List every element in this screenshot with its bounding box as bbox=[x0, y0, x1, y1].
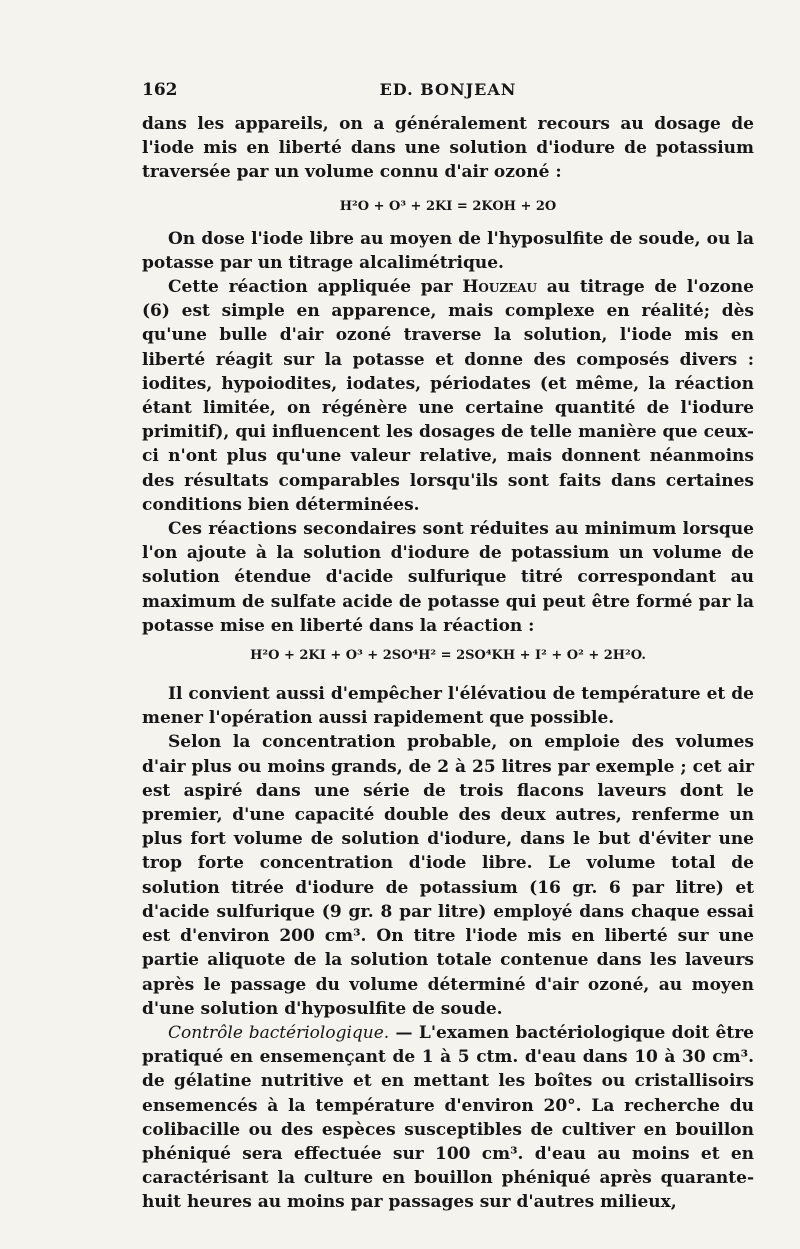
page-header bbox=[142, 80, 754, 106]
paragraph-5: Il convient aussi d'empêcher l'élévatiou de température et de mener l'opération aussi rapidement que possible. bbox=[142, 684, 754, 729]
paragraph-3-rest: au titrage de l'ozone (6) est simple en apparence, mais complexe en réalité; dès qu'une bulle d'air ozoné traverse la solution, l'iode mis en liberté réagit sur la potasse et donne des composés divers : iodites, hypoiodites, iodates, périodates (et même, la réaction étant limitée, on régénère une certaine quantité de l'iodure primitif), qui influencent les dosages de telle manière que ceux-ci n'ont plus qu'une valeur relative, mais donnent néanmoins des résultats comparables lorsqu'ils sont faits dans certaines conditions bien déterminées. bbox=[142, 277, 754, 515]
paragraph-4: Ces réactions secondaires sont réduites au minimum lorsque l'on ajoute à la solution d'iodure de potassium un volume de solution étendue d'acide sulfurique titré correspondant au maximum de sulfate acide de potasse qui peut être formé par la potasse mise en liberté dans la réaction : bbox=[142, 519, 754, 636]
formula-ozone-iodide: H²O + O³ + 2KI = 2KOH + 2O bbox=[339, 198, 557, 214]
author-houzeau: Houzeau bbox=[462, 277, 538, 298]
paragraph-6: Selon la concentration probable, on emploie des volumes d'air plus ou moins grands, de 2 à 25 litres par exemple ; cet air est aspiré dans une série de trois flacons laveurs dont le premier, d'une capacité double des deux autres, renferme un plus fort volume de solution d'iodure, dans le but d'éviter une trop forte concentration d'iode libre. Le volume total de solution titrée d'iodure de potassium (16 gr. 6 par litre) et d'acide sulfurique (9 gr. 8 par litre) employé dans chaque essai est d'environ 200 cm³. On titre l'iode mis en liberté sur une partie aliquote de la solution totale contenue dans les laveurs après le passage du volume déterminé d'air ozoné, au moyen d'une solution d'hyposulfite de soude. bbox=[142, 732, 754, 1019]
section-title-bacteriological: Contrôle bactériologique. bbox=[168, 1022, 390, 1043]
body-text bbox=[142, 112, 754, 1215]
paragraph-3-start: Cette réaction appliquée par bbox=[168, 277, 463, 298]
formula-sulfuric: H²O + 2KI + O³ + 2SO⁴H² = 2SO⁴KH + I² + O² + 2H²O. bbox=[250, 648, 646, 664]
page-number: 162 bbox=[142, 80, 178, 100]
running-head: ED. BONJEAN bbox=[379, 80, 517, 99]
paragraph-7-body: — L'examen bactériologique doit être pratiqué en ensemençant de 1 à 5 ctm. d'eau dans 10 à 30 cm³. de gélatine nutritive et en mettant les boîtes ou cristallisoirs ensemencés à la température d'environ 20°. La recherche du colibacille ou des espèces susceptibles de cultiver en bouillon phéniqué sera effectuée sur 100 cm³. d'eau au moins et en caractérisant la culture en bouillon phéniqué après quarante-huit heures au moins par passages sur d'autres milieux, bbox=[142, 1022, 754, 1213]
paragraph-3 bbox=[142, 275, 754, 517]
paragraph-1: dans les appareils, on a généralement recours au dosage de l'iode mis en liberté dans une solution d'iodure de potassium traversée par un volume connu d'air ozoné : bbox=[142, 114, 754, 183]
paragraph-2: On dose l'iode libre au moyen de l'hyposulfite de soude, ou la potasse par un titrage alcalimétrique. bbox=[142, 228, 754, 273]
paragraph-7 bbox=[142, 1021, 754, 1215]
